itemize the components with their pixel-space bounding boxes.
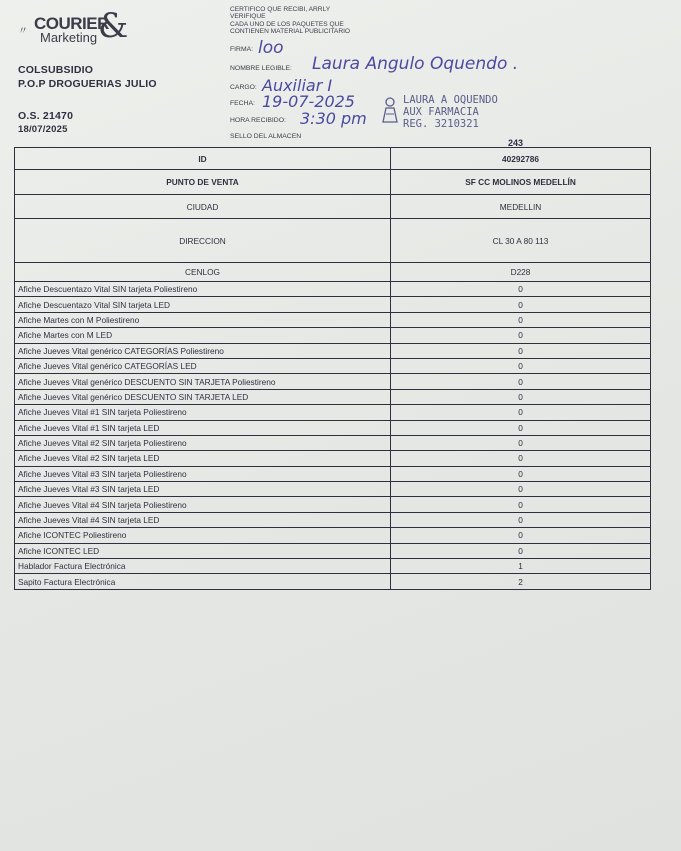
item-name: Afiche Jueves Vital #3 SIN tarjeta LED (15, 482, 391, 497)
item-name: Afiche Jueves Vital #1 SIN tarjeta LED (15, 420, 391, 435)
table-row (15, 389, 651, 404)
item-qty: 0 (391, 405, 651, 420)
item-name: Afiche Jueves Vital genérico DESCUENTO SIN TARJETA Poliestireno (15, 374, 391, 389)
table-row (15, 282, 651, 297)
label-hora: HORA RECIBIDO: (230, 117, 286, 124)
item-name: Afiche Jueves Vital genérico CATEGORÍAS Poliestireno (15, 343, 391, 358)
courier-marketing-logo (18, 6, 138, 46)
item-qty: 0 (391, 374, 651, 389)
item-qty: 0 (391, 312, 651, 327)
item-name: Afiche Jueves Vital #4 SIN tarjeta Poliestireno (15, 497, 391, 512)
item-name: Afiche ICONTEC Poliestireno (15, 528, 391, 543)
logo-swoosh-icon: 〃 (18, 26, 28, 37)
item-qty: 1 (391, 559, 651, 574)
row-value: MEDELLIN (391, 195, 651, 219)
item-name: Sapito Factura Electrónica (15, 574, 391, 589)
item-name: Afiche Jueves Vital #2 SIN tarjeta Poliestireno (15, 435, 391, 450)
client-program: P.O.P DROGUERIAS JULIO (18, 78, 157, 90)
table-row (15, 170, 651, 195)
table-row (15, 574, 651, 589)
stamp-figure-icon (380, 96, 400, 124)
item-name: Afiche Jueves Vital #3 SIN tarjeta Poliestireno (15, 466, 391, 481)
handwritten-nombre: Laura Angulo Oquendo . (312, 54, 519, 74)
item-qty: 0 (391, 297, 651, 312)
table-row (15, 435, 651, 450)
label-sello: SELLO DEL ALMACEN (230, 133, 302, 140)
table-row (15, 405, 651, 420)
handwritten-firma: loo (258, 38, 284, 58)
table-row (15, 297, 651, 312)
client-company: COLSUBSIDIO (18, 64, 94, 76)
table-row (15, 482, 651, 497)
item-qty: 0 (391, 358, 651, 373)
table-row (15, 219, 651, 263)
table-row (15, 451, 651, 466)
table-row (15, 148, 651, 170)
table-row (15, 374, 651, 389)
label-fecha: FECHA: (230, 100, 255, 107)
certificate-line: CADA UNO DE LOS PAQUETES QUE (230, 20, 344, 28)
logo-ampersand: & (98, 6, 129, 46)
handwritten-hora: 3:30 pm (300, 109, 367, 128)
table-row (15, 497, 651, 512)
item-qty: 0 (391, 328, 651, 343)
row-label: PUNTO DE VENTA (15, 170, 391, 195)
delivery-table (14, 147, 651, 590)
item-qty: 0 (391, 282, 651, 297)
label-nombre: NOMBRE LEGIBLE: (230, 65, 292, 72)
item-qty: 0 (391, 528, 651, 543)
row-label: DIRECCION (15, 219, 391, 263)
table-row (15, 466, 651, 481)
label-firma: FIRMA: (230, 46, 254, 53)
table-row (15, 358, 651, 373)
stamp-line: AUX FARMACIA (403, 106, 479, 118)
table-row (15, 263, 651, 282)
certificate-line: VERIFIQUE (230, 13, 266, 21)
item-qty: 0 (391, 512, 651, 527)
item-name: Afiche Martes con M LED (15, 328, 391, 343)
row-value: D228 (391, 263, 651, 282)
table-row (15, 343, 651, 358)
item-name: Afiche Jueves Vital genérico DESCUENTO SIN TARJETA LED (15, 389, 391, 404)
item-qty: 0 (391, 451, 651, 466)
item-qty: 0 (391, 497, 651, 512)
table-row (15, 420, 651, 435)
table-row (15, 528, 651, 543)
stamp-line: REG. 3210321 (403, 118, 479, 130)
item-name: Afiche Jueves Vital genérico CATEGORÍAS LED (15, 358, 391, 373)
row-label: CENLOG (15, 263, 391, 282)
item-qty: 0 (391, 435, 651, 450)
certificate-line: CERTIFICO QUE RECIBI, ARRLY (230, 6, 331, 13)
item-name: Afiche ICONTEC LED (15, 543, 391, 558)
row-value: 40292786 (391, 148, 651, 170)
row-value: CL 30 A 80 113 (391, 219, 651, 263)
item-name: Afiche Jueves Vital #2 SIN tarjeta LED (15, 451, 391, 466)
logo-sub: Marketing (40, 30, 98, 45)
item-qty: 0 (391, 466, 651, 481)
item-qty: 0 (391, 420, 651, 435)
table-row (15, 312, 651, 327)
row-label: CIUDAD (15, 195, 391, 219)
item-qty: 0 (391, 389, 651, 404)
item-name: Afiche Jueves Vital #4 SIN tarjeta LED (15, 512, 391, 527)
table-row (15, 512, 651, 527)
handwritten-fecha: 19-07-2025 (262, 92, 355, 111)
table-row (15, 543, 651, 558)
row-value: SF CC MOLINOS MEDELLÍN (391, 170, 651, 195)
item-qty: 0 (391, 543, 651, 558)
table-row (15, 195, 651, 219)
stamp-line: LAURA A OQUENDO (403, 94, 498, 106)
label-cargo: CARGO: (230, 84, 257, 91)
item-name: Afiche Martes con M Poliestireno (15, 312, 391, 327)
item-qty: 0 (391, 343, 651, 358)
certificate-line: CONTIENEN MATERIAL PUBLICITARIO (230, 28, 351, 36)
item-name: Afiche Descuentazo Vital SIN tarjeta LED (15, 297, 391, 312)
order-date: 18/07/2025 (18, 124, 68, 135)
item-name: Afiche Descuentazo Vital SIN tarjeta Poliestireno (15, 282, 391, 297)
table-row (15, 559, 651, 574)
item-qty: 0 (391, 482, 651, 497)
row-label: ID (15, 148, 391, 170)
document-number: 243 (508, 138, 524, 148)
certificate-text (230, 6, 380, 36)
pharmacy-stamp (403, 94, 523, 130)
item-name: Hablador Factura Electrónica (15, 559, 391, 574)
logo-brand: COURIER (34, 14, 109, 33)
item-name: Afiche Jueves Vital #1 SIN tarjeta Poliestireno (15, 405, 391, 420)
order-number: O.S. 21470 (18, 110, 74, 122)
item-qty: 2 (391, 574, 651, 589)
handwritten-cargo: Auxiliar I (262, 76, 333, 95)
table-row (15, 328, 651, 343)
